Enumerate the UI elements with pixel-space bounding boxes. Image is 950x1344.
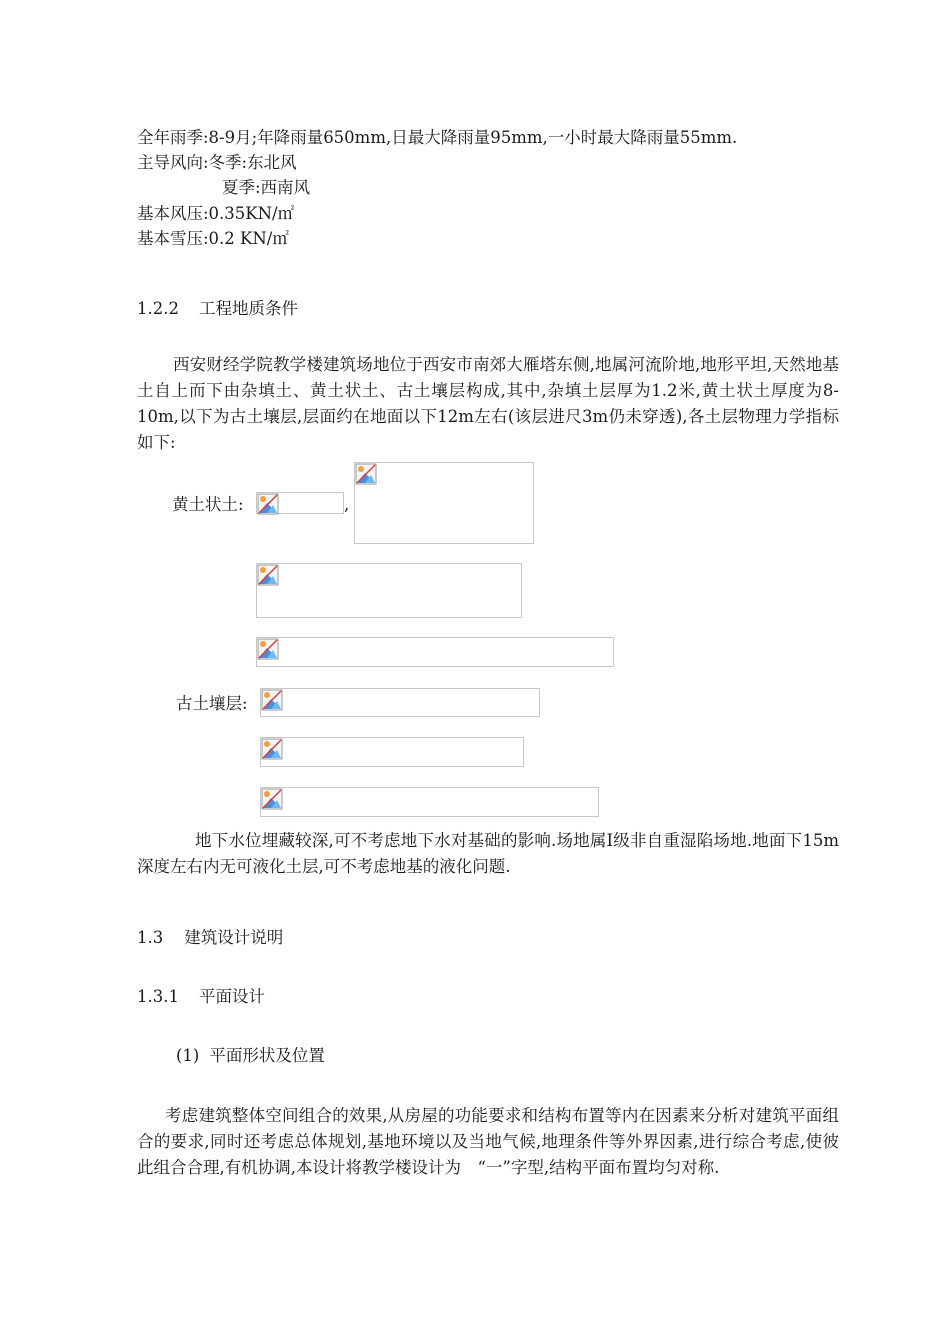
loess-index-image-2 xyxy=(354,462,534,544)
plan-paragraph: 考虑建筑整体空间组合的效果,从房屋的功能要求和结构布置等内在因素来分析对建筑平面组合的要求,同时还考虑总体规划,基地环境以及当地气候,地理条件等外界因素,进行综合考虑,使彼此组合合理,有机协调,本设计将教学楼设计为 “一”字型,结构平面布置均匀对称. xyxy=(137,1106,839,1177)
broken-image-icon xyxy=(261,689,283,711)
section-number: 1.3.1 xyxy=(137,987,179,1006)
wind-direction-line: 主导风向:冬季:东北风 xyxy=(137,153,297,172)
section-heading-1-2-2 xyxy=(137,296,298,322)
subheading-number: (1) xyxy=(176,1046,200,1065)
snow-pressure-line: 基本雪压:0.2 KN/㎡ xyxy=(137,229,289,248)
paleosol-index-image-3 xyxy=(260,787,599,817)
loess-label: 黄土状土: xyxy=(172,495,244,514)
section-number: 1.2.2 xyxy=(137,299,179,318)
section-number: 1.3 xyxy=(137,928,164,947)
rain-season-line: 全年雨季:8-9月;年降雨量650mm,日最大降雨量95mm,一小时最大降雨量55mm. xyxy=(137,128,738,147)
section-heading-1-3 xyxy=(137,925,283,951)
broken-image-icon xyxy=(257,493,279,515)
section-title: 建筑设计说明 xyxy=(184,928,284,947)
paleosol-label: 古土壤层: xyxy=(176,694,248,713)
subheading-title: 平面形状及位置 xyxy=(209,1046,325,1065)
broken-image-icon xyxy=(261,788,283,810)
section-heading-1-3-1 xyxy=(137,984,265,1010)
subheading-1 xyxy=(176,1043,325,1069)
comma-separator: , xyxy=(344,495,350,514)
paleosol-index-image-2 xyxy=(260,737,524,767)
paleosol-index-image-1 xyxy=(260,688,540,717)
groundwater-paragraph: 地下水位埋藏较深,可不考虑地下水对基础的影响.场地属Ⅰ级非自重湿陷场地.地面下15m深度左右内无可液化土层,可不考虑地基的液化问题. xyxy=(137,831,839,876)
broken-image-icon xyxy=(261,738,283,760)
broken-image-icon xyxy=(355,463,377,485)
wind-pressure-line: 基本风压:0.35KN/㎡ xyxy=(137,204,295,223)
wind-summer-line: 夏季:西南风 xyxy=(222,178,311,197)
loess-index-image-4 xyxy=(256,637,614,667)
section-title: 平面设计 xyxy=(198,987,265,1006)
loess-index-image-3 xyxy=(256,563,522,618)
geology-paragraph: 西安财经学院教学楼建筑场地位于西安市南郊大雁塔东侧,地属河流阶地,地形平坦,天然地基土自上而下由杂填土、黄土状土、古土壤层构成,其中,杂填土层厚为1.2米,黄土状土厚度为8-10m,以下为古土壤层,层面约在地面以下12m左右(该层进尺3m仍未穿透),各土层物理力学指标如下: xyxy=(137,355,839,452)
broken-image-icon xyxy=(257,564,279,586)
broken-image-icon xyxy=(257,638,279,660)
section-title: 工程地质条件 xyxy=(198,299,298,318)
loess-index-image-1 xyxy=(256,492,344,514)
